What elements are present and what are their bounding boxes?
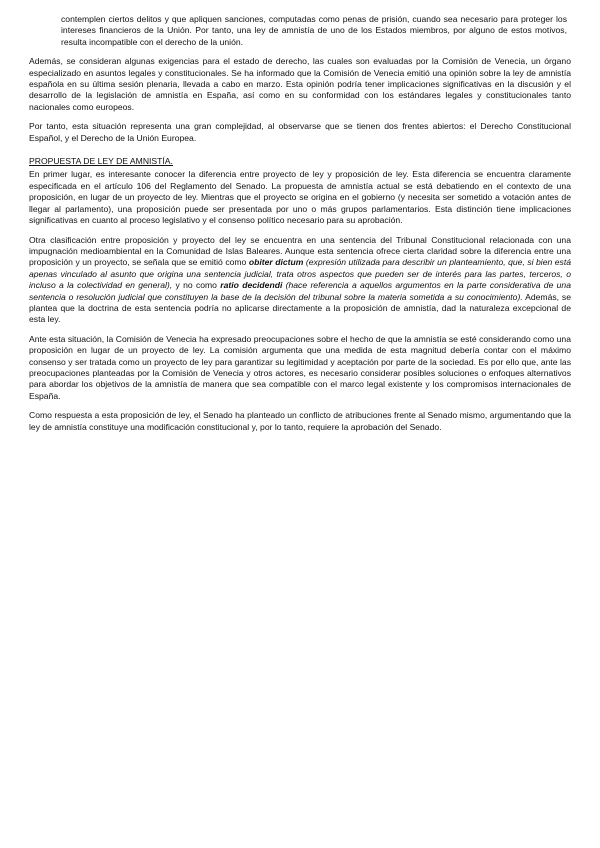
paragraph-senado: Como respuesta a esta proposición de ley, el Senado ha planteado un conflicto de atribuciones frente al Senado mismo, argumentando que la ley de amnistía constituye una modificación constitucional y, por lo tanto, requiere la aprobación del Senado. [29,410,571,432]
term-obiter-dictum: obiter dictum [248,257,304,268]
clasificacion-text-1: Otra clasificación entre proposición y proyecto del ley se encuentra en una sentencia del Tribunal Constitucional relacionada con una impugnación medioambiental en la Comunidad de Islas Baleares. Aunque esta sentencia ofrece cierta claridad sobre la diferencia entre una proposición y un proyecto, se señala que se emitió como [29,234,571,268]
gloss-obiter-dictum: (expresión utilizada para describir un planteamiento, que, si bien está apenas vinculado al asunto que origina una sentencia judicial, trata otros aspectos que pueden ser de interés para las partes, terceros, o incluso a la colectividad en general), [29,257,572,291]
paragraph-comision-venecia: Además, se consideran algunas exigencias para el estado de derecho, las cuales son evaluadas por la Comisión de Venecia, un órgano especializado en asuntos legales y constitucionales. Se ha informado que la Comisión de Venecia emitió una opinión sobre la ley de amnistía española en su última sesión plenaria, llevada a cabo en marzo. Esta opinión podría tener implicaciones significativas en la discusión y el desarrollo de la legislación de amnistía en España, así como en su conformidad con los estándares legales y constitucionales tanto nacionales como europeos. [29,56,571,112]
clasificacion-text-3: Además, se plantea que la doctrina de esta sentencia podría no aplicarse directamente a la proposición de amnistía, dad la naturaleza excepcional de esta ley. [29,291,571,325]
paragraph-diferencia: En primer lugar, es interesante conocer la diferencia entre proyecto de ley y proposición de ley. Esta diferencia se encuentra claramente especificada en el artículo 106 del Reglamento del Senado. La propuesta de amnistía actual se está debatiendo en el contexto de una proposición, en lugar de un proyecto de ley. Mientras que el proyecto se origina en el gobierno (y necesita ser sometido a votación antes de llegar al parlamento), una proposición puede ser presentada por uno o más grupos parlamentarios. Esta distinción tiene implicaciones significativas en cuanto al proceso legislativo y el consenso político necesario para su aprobación. [29,169,571,226]
clasificacion-text-2: y no como [172,280,221,291]
paragraph-clasificacion [29,235,571,326]
gloss-ratio-decidendi: (hace referencia a aquellos argumentos en la parte considerativa de una sentencia o resolución judicial que constituyen la base de la decisión del tribunal sobre la materia sometida a su conocimiento). [29,280,571,302]
term-ratio-decidendi: ratio decidendi [220,280,283,291]
section-heading: PROPUESTA DE LEY DE AMNISTÍA. [29,156,173,167]
paragraph-preocupaciones: Ante esta situación, la Comisión de Venecia ha expresado preocupaciones sobre el hecho de que la amnistía se esté considerando como una proposición en lugar de un proyecto de ley. La comisión argumenta que una medida de esta magnitud debería contar con el máximo consenso y ser tratada como un proyecto de ley para garantizar su legitimidad y aceptación por parte de la sociedad. Es por ello que, ante las preocupaciones planteadas por la Comisión de Venecia y otros actores, es necesario considerar posibles soluciones o enfoques alternativos para abordar los objetivos de la amnistía de manera que sea compatible con el marco legal existente y los compromisos internacionales de España. [29,333,571,401]
quote-continuation: contemplen ciertos delitos y que apliquen sanciones, computadas como penas de prisión, cuando sea necesario para proteger los intereses financieros de la Unión. Por tanto, una ley de amnistía de uno de los Estados miembros, por alguno de estos motivos, resulta incompatible con el derecho de la unión. [61,14,567,47]
paragraph-complejidad: Por tanto, esta situación representa una gran complejidad, al observarse que se tienen dos frentes abiertos: el Derecho Constitucional Español, y el Derecho de la Unión Europea. [29,121,571,143]
